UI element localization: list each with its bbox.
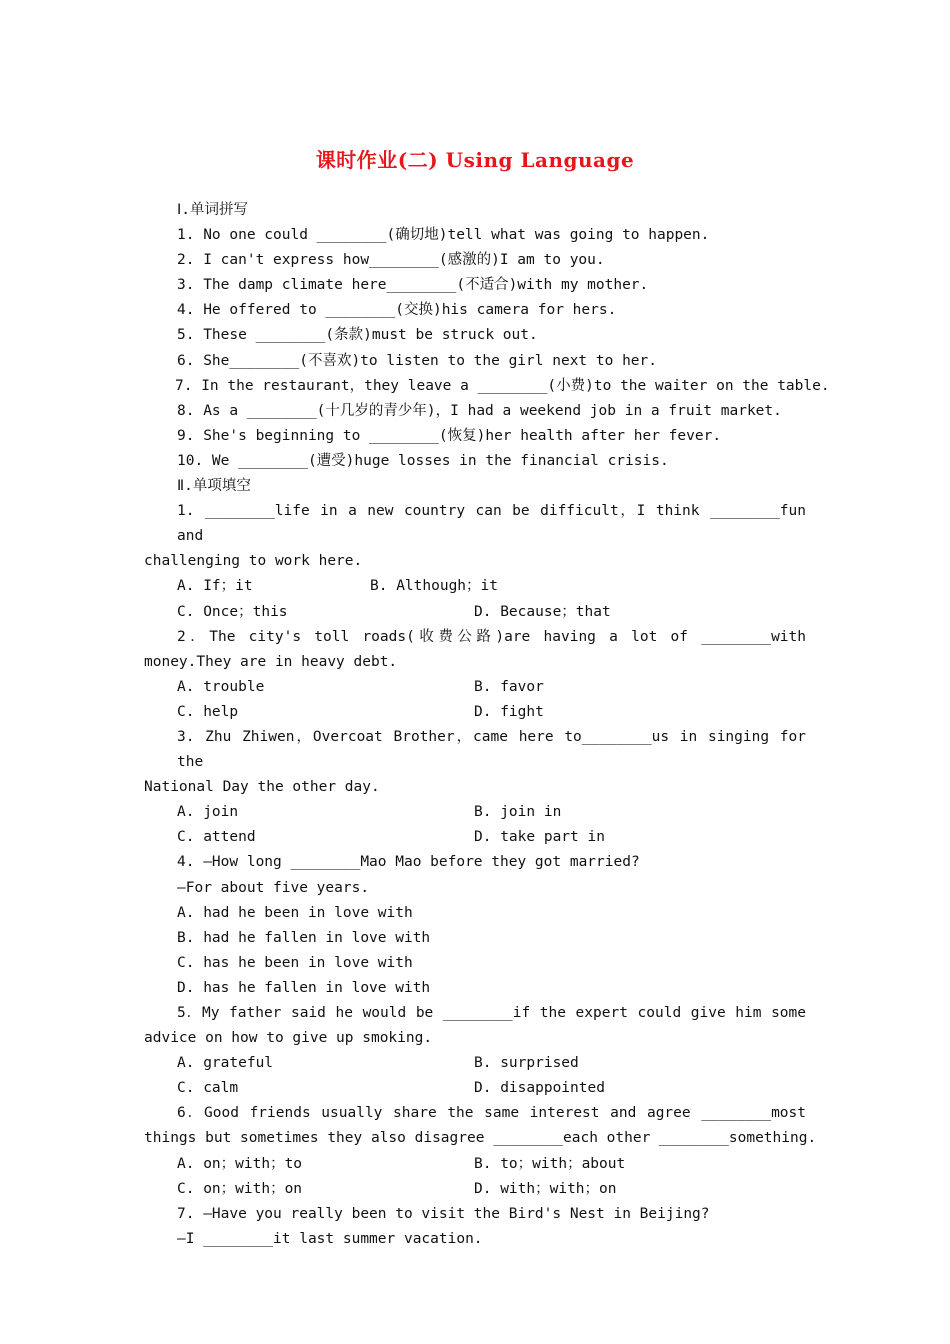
- spelling-item: 10. We ________(遭受)huge losses in the financial crisis.: [177, 452, 669, 469]
- spelling-item: 4. He offered to ________(交换)his camera for hers.: [177, 302, 617, 319]
- question-7-stem: 7. —Have you really been to visit the Bird's Nest in Beijing?: [177, 1205, 710, 1222]
- question-5-stem: 5．My father said he would be ________if the expert could give him some: [177, 1005, 806, 1021]
- question-5-stem-cont: advice on how to give up smoking.: [144, 1030, 433, 1047]
- question-1-stem: 1. ________life in a new country can be difficult，I think ________fun and: [177, 503, 806, 545]
- option-b: B. favor: [474, 678, 544, 695]
- question-2-options-row: [144, 675, 806, 700]
- option-a: A. trouble: [177, 678, 265, 695]
- question-2-stem-cont: money.They are in heavy debt.: [144, 653, 398, 670]
- option-b: B. to；with；about: [474, 1155, 626, 1172]
- option-b: B. had he fallen in love with: [177, 929, 431, 946]
- option-d: D. has he fallen in love with: [177, 979, 431, 996]
- option-b: B. Although；it: [370, 578, 498, 595]
- option-a: A. grateful: [177, 1055, 274, 1072]
- spelling-item: 1. No one could ________(确切地)tell what was going to happen.: [177, 227, 710, 244]
- spelling-item: 5. These ________(条款)must be struck out.: [177, 327, 538, 344]
- question-7-answer: —I ________it last summer vacation.: [177, 1230, 483, 1247]
- question-3-options-row: [144, 800, 806, 825]
- section-heading-spelling: Ⅰ.单词拼写: [177, 202, 249, 218]
- spelling-item: 8. As a ________(十几岁的青少年)，I had a weekend job in a fruit market.: [177, 402, 782, 419]
- option-d: D. disappointed: [474, 1080, 605, 1097]
- page-title: 课时作业(二) Using Language: [315, 148, 635, 172]
- spelling-item: 7. In the restaurant，they leave a ________(小费)to the waiter on the table.: [175, 377, 830, 394]
- spelling-item: 9. She's beginning to ________(恢复)her health after her fever.: [177, 427, 722, 444]
- question-4-answer: —For about five years.: [177, 879, 370, 896]
- question-6-stem: 6．Good friends usually share the same interest and agree ________most: [177, 1105, 806, 1122]
- option-c: C. on；with；on: [177, 1180, 303, 1197]
- question-5-options-row: [144, 1051, 806, 1076]
- option-d: D. with；with；on: [474, 1180, 617, 1197]
- option-c: C. Once；this: [177, 603, 288, 620]
- option-c: C. calm: [177, 1080, 239, 1097]
- question-6-options-row: [144, 1177, 806, 1202]
- question-5-options-row: [144, 1076, 806, 1101]
- option-d: D. fight: [474, 703, 544, 720]
- option-b: B. surprised: [474, 1055, 579, 1072]
- option-d: D. Because；that: [474, 603, 611, 620]
- question-3-options-row: [144, 825, 806, 850]
- question-1-options-row: [144, 600, 806, 625]
- option-d: D. take part in: [474, 829, 605, 846]
- question-1-stem-cont: challenging to work here.: [144, 553, 363, 570]
- question-2-options-row: [144, 700, 806, 725]
- option-a: A. on；with；to: [177, 1155, 303, 1172]
- question-1-options-row: [144, 574, 806, 599]
- question-6-stem-cont: things but sometimes they also disagree ________each other ________something.: [144, 1130, 817, 1147]
- option-a: A. had he been in love with: [177, 904, 413, 921]
- question-3-stem: 3. Zhu Zhiwen，Overcoat Brother，came here to________us in singing for the: [177, 728, 806, 771]
- spelling-item: 6. She________(不喜欢)to listen to the girl next to her.: [177, 352, 657, 369]
- question-6-options-row: [144, 1152, 806, 1177]
- option-a: A. join: [177, 804, 239, 821]
- option-b: B. join in: [474, 804, 562, 821]
- option-c: C. help: [177, 703, 239, 720]
- worksheet-content: [144, 198, 830, 1252]
- spelling-item: 3. The damp climate here________(不适合)with my mother.: [177, 277, 649, 294]
- option-a: A. If；it: [177, 578, 253, 595]
- question-3-stem-cont: National Day the other day.: [144, 779, 380, 796]
- question-4-stem: 4. —How long ________Mao Mao before they got married?: [177, 854, 640, 871]
- spelling-item: 2. I can't express how________(感激的)I am to you.: [177, 252, 605, 269]
- section-heading-choice: Ⅱ.单项填空: [177, 478, 251, 495]
- question-2-stem: 2．The city's toll roads(收费公路)are having a lot of ________with: [177, 628, 806, 645]
- option-c: C. has he been in love with: [177, 954, 413, 971]
- option-c: C. attend: [177, 829, 256, 846]
